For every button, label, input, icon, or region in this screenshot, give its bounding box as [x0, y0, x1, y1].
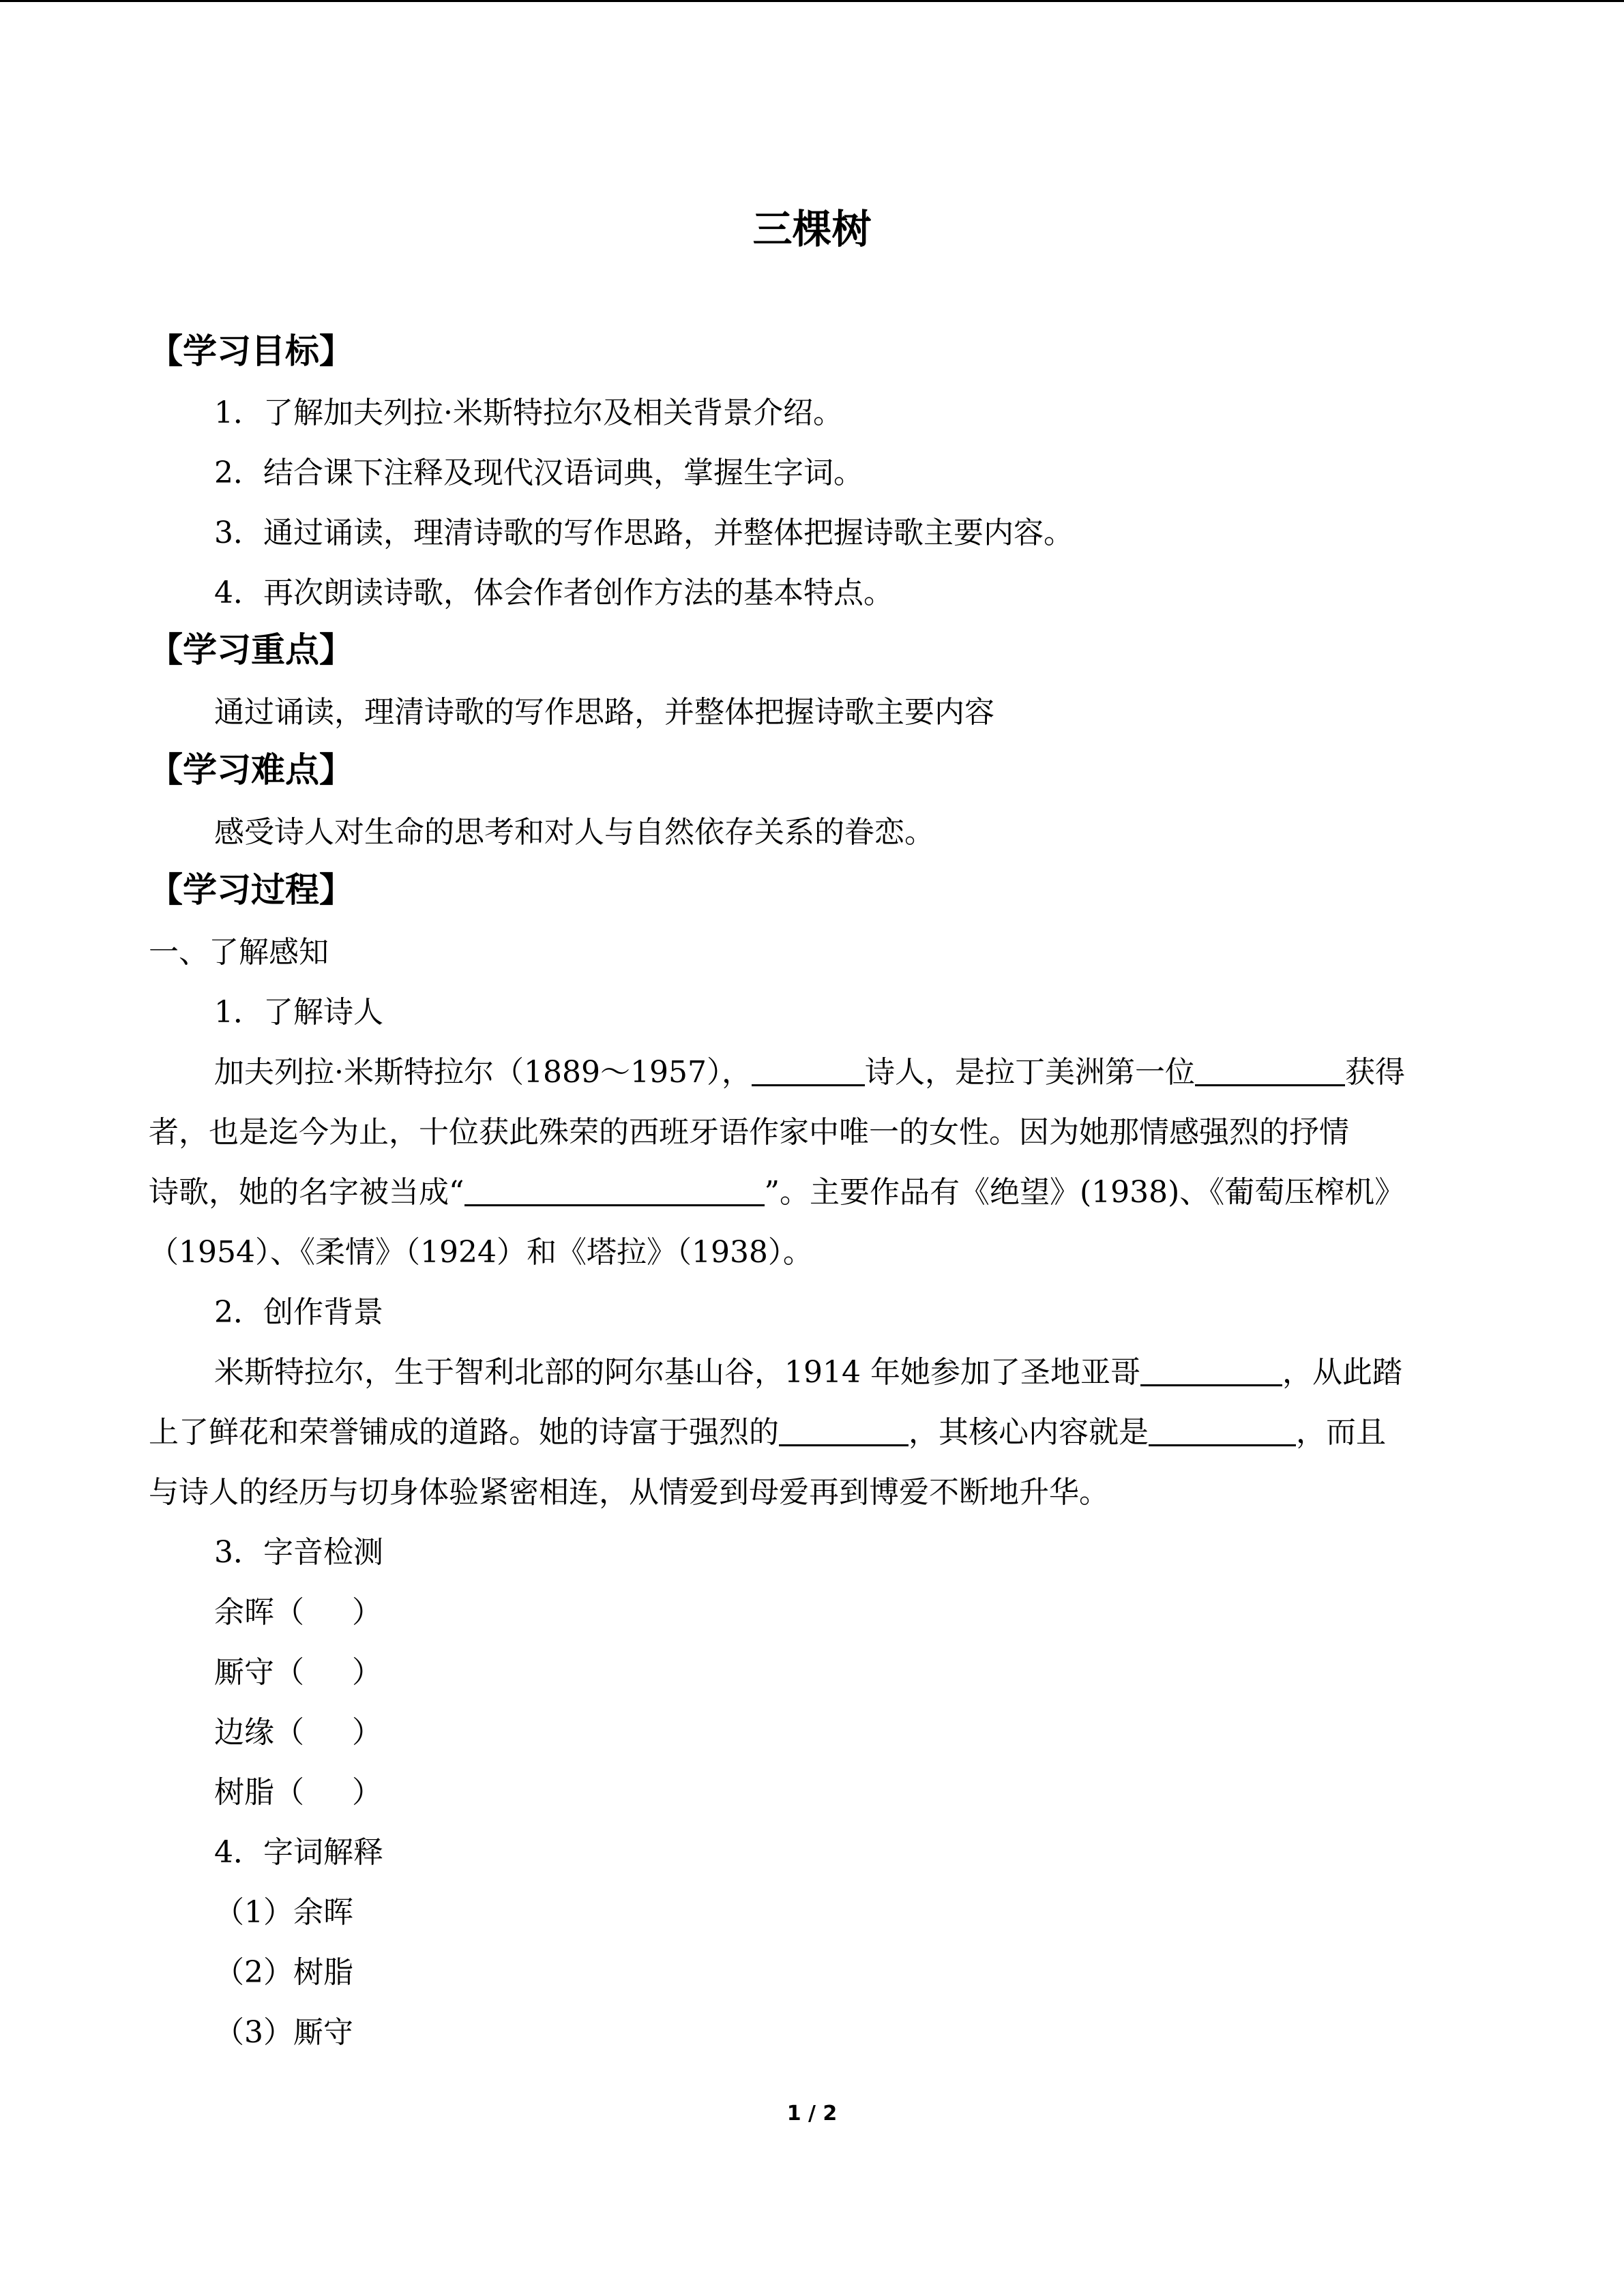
goals-heading: 【学习目标】 — [149, 331, 353, 371]
background-text: 上了鲜花和荣誉铺成的道路。她的诗富于强烈的 — [149, 1415, 779, 1450]
fill-blank-nationality[interactable] — [752, 1053, 865, 1086]
background-heading: 2．创作背景 — [214, 1295, 383, 1330]
poet-text: （1954）、《柔情》（1924）和《塔拉》（1938）。 — [149, 1235, 813, 1270]
background-text: ，从此踏 — [1282, 1355, 1402, 1390]
background-text: ，其核心内容就是 — [909, 1415, 1149, 1450]
fill-blank-core-content[interactable] — [1149, 1413, 1296, 1446]
fill-blank-nickname[interactable] — [464, 1173, 765, 1206]
difficulties-text: 感受诗人对生命的思考和对人与自然依存关系的眷恋。 — [214, 815, 934, 850]
background-text: ，而且 — [1296, 1415, 1386, 1450]
pronunciation-item — [149, 1712, 1475, 1753]
goal-item: 3．通过诵读，理清诗歌的写作思路，并整体把握诗歌主要内容。 — [214, 516, 1074, 550]
pronunciation-item — [149, 1652, 1475, 1693]
poet-paragraph-line — [149, 1172, 1475, 1213]
pronunciation-close: ） — [352, 1775, 382, 1810]
poet-paragraph-line — [149, 1052, 1475, 1093]
page-number: 1 / 2 — [786, 2102, 838, 2126]
pronunciation-item — [149, 1772, 1475, 1813]
pronunciation-word: 树脂（ — [214, 1775, 304, 1810]
goal-item: 2．结合课下注释及现代汉语词典，掌握生字词。 — [214, 456, 863, 490]
poet-text: 加夫列拉·米斯特拉尔（1889～1957）， — [214, 1055, 752, 1090]
poet-text: 诗人，是拉丁美洲第一位 — [864, 1055, 1195, 1090]
poet-text: 获得 — [1344, 1055, 1405, 1090]
background-text: 米斯特拉尔，生于智利北部的阿尔基山谷，1914 年她参加了圣地亚哥 — [214, 1355, 1140, 1390]
pronunciation-close: ） — [352, 1595, 382, 1630]
fill-blank-feeling[interactable] — [779, 1413, 909, 1446]
explanation-heading: 4．字词解释 — [214, 1835, 383, 1870]
process-heading: 【学习过程】 — [149, 870, 353, 910]
pronunciation-close: ） — [352, 1655, 382, 1690]
difficulties-heading: 【学习难点】 — [149, 750, 353, 790]
pronunciation-word: 边缘（ — [214, 1715, 304, 1750]
key-points-heading: 【学习重点】 — [149, 630, 353, 670]
pronunciation-word: 厮守（ — [214, 1655, 304, 1690]
goal-item: 4．再次朗读诗歌，体会作者创作方法的基本特点。 — [214, 576, 894, 610]
pronunciation-heading: 3．字音检测 — [214, 1535, 383, 1570]
pronunciation-close: ） — [352, 1715, 382, 1750]
explanation-item: （2）树脂 — [214, 1955, 353, 1990]
fill-blank-competition[interactable] — [1140, 1353, 1282, 1386]
pronunciation-word: 余晖（ — [214, 1595, 304, 1630]
explanation-item: （1）余晖 — [214, 1895, 353, 1930]
poet-text: 诗歌，她的名字被当成“ — [149, 1175, 464, 1210]
poet-text: ”。主要作品有《绝望》(1938)、《葡萄压榨机》 — [764, 1175, 1405, 1210]
background-paragraph-line — [149, 1352, 1475, 1393]
poet-text: 者，也是迄今为止，十位获此殊荣的西班牙语作家中唯一的女性。因为她那情感强烈的抒情 — [149, 1115, 1349, 1150]
key-points-text: 通过诵读，理清诗歌的写作思路，并整体把握诗歌主要内容 — [214, 695, 994, 730]
top-border — [0, 0, 1624, 2]
background-paragraph-line — [149, 1412, 1475, 1453]
pronunciation-item — [149, 1592, 1475, 1633]
background-text: 与诗人的经历与切身体验紧密相连，从情爱到母爱再到博爱不断地升华。 — [149, 1475, 1109, 1510]
part1-heading: 一、了解感知 — [149, 935, 329, 970]
fill-blank-award[interactable] — [1195, 1053, 1345, 1086]
explanation-item: （3）厮守 — [214, 2015, 353, 2050]
poet-heading: 1．了解诗人 — [214, 995, 383, 1030]
goal-item: 1．了解加夫列拉·米斯特拉尔及相关背景介绍。 — [214, 396, 843, 430]
page-title: 三棵树 — [752, 206, 872, 252]
